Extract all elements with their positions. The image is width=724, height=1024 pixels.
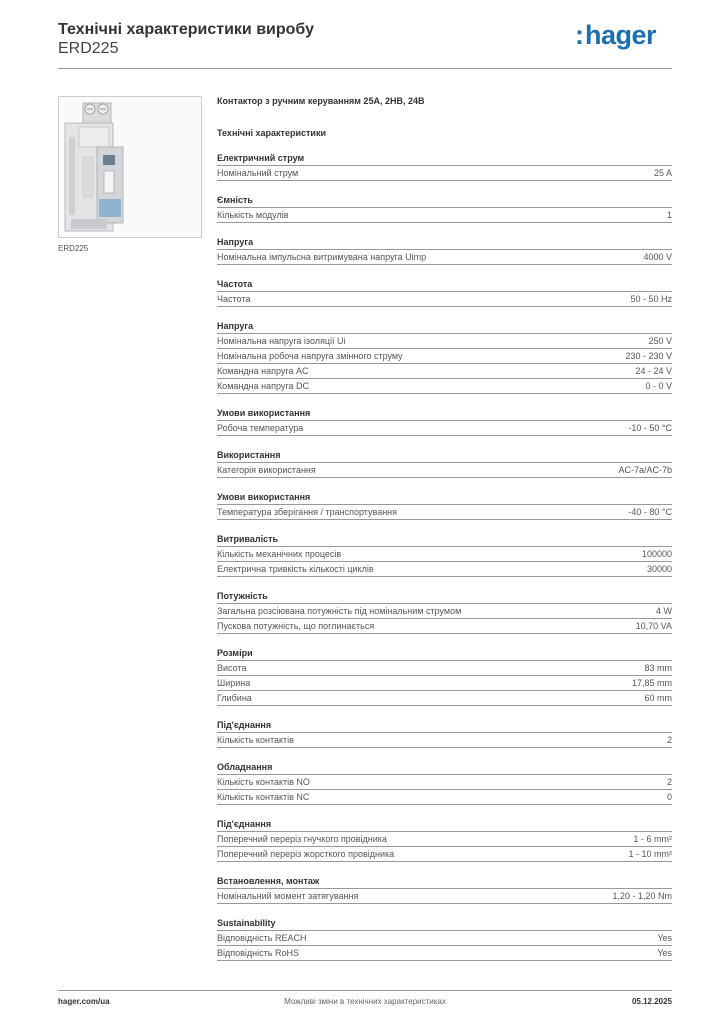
page-header (58, 20, 672, 70)
hager-logo: :hager (574, 20, 656, 50)
spec-row (217, 604, 672, 619)
spec-row (217, 505, 672, 520)
spec-row (217, 661, 672, 676)
spec-row (217, 547, 672, 562)
spec-row (217, 775, 672, 790)
spec-label: Частота (217, 294, 251, 304)
spec-value: 24 - 24 V (635, 366, 672, 376)
spec-value: 250 V (648, 336, 672, 346)
spec-row (217, 166, 672, 181)
spec-label: Номінальний момент затягування (217, 891, 359, 901)
spec-group-title: Напруга (217, 236, 672, 250)
spec-label: Поперечний переріз жорсткого провідника (217, 849, 395, 859)
spec-value: 2 (666, 735, 672, 745)
image-caption: ERD225 (58, 244, 89, 253)
spec-value: 230 - 230 V (625, 351, 672, 361)
spec-group-title: Встановлення, монтаж (217, 875, 672, 889)
spec-label: Номінальна напруга ізоляції Ui (217, 336, 346, 346)
spec-group-title: Частота (217, 278, 672, 292)
spec-value: 0 (666, 792, 672, 802)
spec-group-title: Під'єднання (217, 719, 672, 733)
spec-value: 0 - 0 V (645, 381, 672, 391)
spec-label: Поперечний переріз гнучкого провідника (217, 834, 387, 844)
spec-row (217, 733, 672, 748)
spec-row (217, 562, 672, 577)
product-name: Контактор з ручним керуванням 25A, 2НВ, 24В (217, 96, 425, 106)
spec-label: Командна напруга AC (217, 366, 309, 376)
spec-value: 2 (666, 777, 672, 787)
product-image (58, 96, 202, 238)
spec-row (217, 421, 672, 436)
spec-label: Кількість контактів NO (217, 777, 310, 787)
spec-value: Yes (657, 933, 672, 943)
spec-label: Відповідність RoHS (217, 948, 299, 958)
spec-row (217, 847, 672, 862)
spec-value: -10 - 50 °C (628, 423, 672, 433)
spec-value: 1,20 - 1,20 Nm (612, 891, 672, 901)
spec-label: Кількість контактів (217, 735, 294, 745)
spec-value: 50 - 50 Hz (630, 294, 672, 304)
spec-label: Номінальна імпульсна витримувана напруга Uimp (217, 252, 427, 262)
spec-label: Висота (217, 663, 247, 673)
spec-row (217, 208, 672, 223)
spec-row (217, 250, 672, 265)
spec-group-title: Витривалість (217, 533, 672, 547)
spec-label: Кількість модулів (217, 210, 289, 220)
spec-value: 83 mm (644, 663, 672, 673)
spec-row (217, 349, 672, 364)
spec-label: Загальна розсіювана потужність під номінальним струмом (217, 606, 462, 616)
spec-value: 4 W (655, 606, 672, 616)
footer-note: Можливі зміни в технічних характеристиках (284, 997, 446, 1006)
spec-group-title: Ємність (217, 194, 672, 208)
spec-row (217, 790, 672, 805)
spec-value: 25 A (653, 168, 672, 178)
spec-value: 1 (666, 210, 672, 220)
spec-group-title: Під'єднання (217, 818, 672, 832)
spec-row (217, 619, 672, 634)
spec-value: AC-7a/AC-7b (618, 465, 672, 475)
spec-value: 60 mm (644, 693, 672, 703)
spec-row (217, 334, 672, 349)
specs-content (217, 95, 672, 961)
spec-label: Кількість контактів NC (217, 792, 310, 802)
spec-groups (217, 152, 672, 961)
spec-label: Номінальна робоча напруга змінного струму (217, 351, 403, 361)
spec-label: Командна напруга DC (217, 381, 309, 391)
spec-row (217, 463, 672, 478)
spec-value: 17,85 mm (631, 678, 672, 688)
spec-group-title: Напруга (217, 320, 672, 334)
spec-label: Робоча температура (217, 423, 304, 433)
page-footer (58, 990, 672, 1006)
section-title: Технічні характеристики (217, 128, 326, 138)
spec-row (217, 832, 672, 847)
spec-value: -40 - 80 °C (628, 507, 672, 517)
footer-date: 05.12.2025 (631, 997, 672, 1006)
header-divider (58, 68, 672, 69)
spec-value: 100000 (641, 549, 672, 559)
spec-row (217, 889, 672, 904)
spec-label: Пускова потужність, що поглинається (217, 621, 375, 631)
spec-value: 1 - 10 mm² (628, 849, 672, 859)
spec-label: Відповідність REACH (217, 933, 307, 943)
spec-label: Ширина (217, 678, 251, 688)
spec-group-title: Електричний струм (217, 152, 672, 166)
footer-site: hager.com/ua (58, 997, 110, 1006)
product-code: ERD225 (58, 40, 119, 57)
spec-group-title: Потужність (217, 590, 672, 604)
spec-group-title: Умови використання (217, 407, 672, 421)
spec-row (217, 379, 672, 394)
spec-row (217, 364, 672, 379)
spec-label: Кількість механічних процесів (217, 549, 342, 559)
spec-row (217, 946, 672, 961)
spec-value: 10,70 VA (635, 621, 672, 631)
spec-group-title: Використання (217, 449, 672, 463)
spec-value: 4000 V (643, 252, 672, 262)
spec-label: Номінальний струм (217, 168, 299, 178)
spec-row (217, 931, 672, 946)
spec-group-title: Sustainability (217, 917, 672, 931)
spec-row (217, 292, 672, 307)
spec-label: Категорія використання (217, 465, 316, 475)
spec-label: Глибина (217, 693, 252, 703)
spec-group-title: Обладнання (217, 761, 672, 775)
spec-row (217, 676, 672, 691)
spec-value: Yes (657, 948, 672, 958)
spec-row (217, 691, 672, 706)
spec-label: Електрична тривкість кількості циклів (217, 564, 374, 574)
spec-value: 30000 (646, 564, 672, 574)
spec-label: Температура зберігання / транспортування (217, 507, 398, 517)
spec-group-title: Розміри (217, 647, 672, 661)
spec-value: 1 - 6 mm² (633, 834, 672, 844)
spec-group-title: Умови використання (217, 491, 672, 505)
page-title: Технічні характеристики виробу (58, 21, 314, 38)
